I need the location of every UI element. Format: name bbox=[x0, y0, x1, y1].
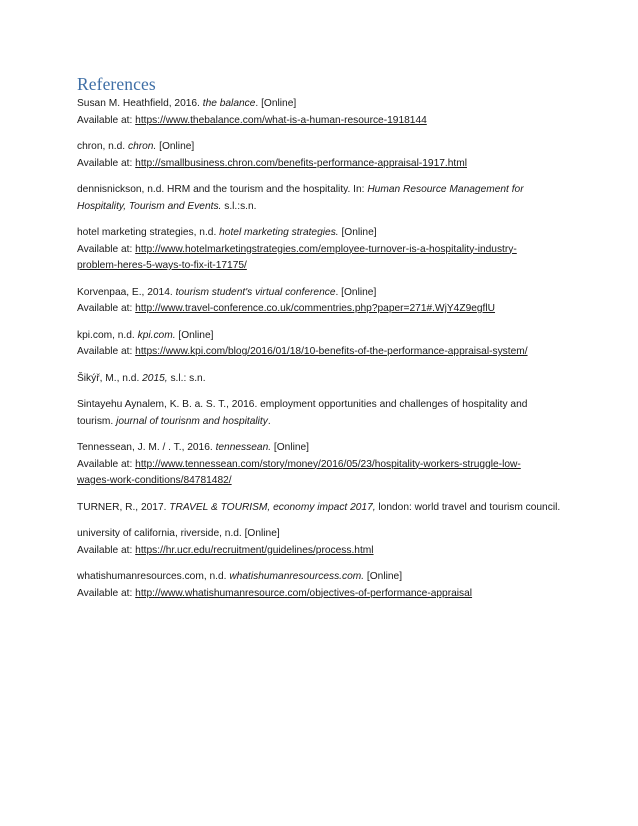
reference-entry bbox=[77, 397, 567, 430]
reference-author: TURNER, R., 2017. bbox=[77, 501, 170, 513]
reference-title-part1: Human Resource Management for bbox=[367, 184, 524, 195]
reference-link[interactable]: http://www.travel-conference.co.uk/commentries.php?paper=271#.WjY4Z9egflU bbox=[135, 303, 496, 314]
reference-title: the balance bbox=[202, 98, 256, 109]
reference-title-part2: Hospitality, Tourism and Events. bbox=[77, 200, 222, 212]
reference-link[interactable]: http://www.whatishumanresource.com/objectives-of-performance-appraisal bbox=[135, 587, 473, 599]
available-at-label: Available at: bbox=[77, 346, 136, 357]
reference-details: s.l.:s.n. bbox=[221, 200, 257, 212]
reference-author: Šikýř, M., n.d. bbox=[77, 372, 143, 384]
reference-author: tourism. bbox=[77, 415, 117, 427]
reference-link[interactable]: https://www.kpi.com/blog/2016/01/18/10-benefits-of-the-performance-appraisal-system/ bbox=[135, 346, 528, 357]
reference-title: chron. bbox=[127, 141, 157, 152]
reference-author: whatishumanresources.com, n.d. bbox=[77, 571, 230, 582]
available-at-label: Available at: bbox=[77, 243, 136, 255]
reference-link[interactable]: https://www.thebalance.com/what-is-a-human-resource-1918144 bbox=[135, 114, 427, 126]
reference-author: Korvenpaa, E., 2014. bbox=[77, 286, 176, 298]
reference-link-part1[interactable]: http://www.hotelmarketingstrategies.com/employee-turnover-is-a-hospitality-industry- bbox=[135, 243, 517, 255]
available-at-label: Available at: bbox=[77, 458, 136, 470]
reference-details: london: world travel and tourism council. bbox=[375, 501, 561, 513]
reference-entry bbox=[77, 500, 567, 517]
reference-details: s.l.: s.n. bbox=[167, 372, 206, 384]
available-at-label: Available at: bbox=[77, 157, 136, 169]
available-at-label: Available at: bbox=[77, 544, 136, 556]
reference-title: TRAVEL & TOURISM, economy impact 2017, bbox=[169, 501, 376, 513]
available-at-label: Available at: bbox=[77, 303, 136, 314]
reference-title: tennessean. bbox=[215, 442, 272, 453]
reference-entry bbox=[77, 440, 567, 490]
reference-title: hotel marketing strategies. bbox=[219, 227, 339, 238]
reference-author: Susan M. Heathfield, 2016. bbox=[77, 98, 203, 109]
reference-details: . bbox=[267, 415, 271, 427]
reference-entry bbox=[77, 371, 567, 388]
reference-entry bbox=[77, 182, 567, 215]
reference-entry bbox=[77, 285, 567, 318]
reference-details: . [Online] bbox=[255, 98, 297, 109]
available-at-label: Available at: bbox=[77, 114, 136, 126]
reference-details: [Online] bbox=[338, 227, 377, 238]
references-heading: References bbox=[77, 74, 156, 94]
reference-details: [Online] bbox=[175, 329, 214, 341]
reference-details: [Online] bbox=[364, 571, 403, 582]
reference-entry bbox=[77, 569, 567, 602]
reference-entry bbox=[77, 139, 567, 172]
reference-entry bbox=[77, 328, 567, 361]
reference-details: [Online] bbox=[156, 141, 195, 152]
reference-title: kpi.com. bbox=[137, 329, 176, 341]
reference-details: . [Online] bbox=[335, 286, 377, 298]
available-at-label: Available at: bbox=[77, 587, 136, 599]
reference-entry bbox=[77, 526, 567, 559]
reference-link[interactable]: https://hr.ucr.edu/recruitment/guidelines/process.html bbox=[135, 544, 374, 556]
reference-details: [Online] bbox=[271, 442, 310, 453]
reference-author: hotel marketing strategies, n.d. bbox=[77, 227, 220, 238]
reference-author: dennisnickson, n.d. HRM and the tourism and the hospitality. In: bbox=[77, 184, 368, 195]
reference-title: tourism student's virtual conference bbox=[175, 286, 336, 298]
reference-author-line: Sintayehu Aynalem, K. B. a. S. T., 2016. employment opportunities and challenges of hospitality and bbox=[77, 399, 528, 410]
reference-entry bbox=[77, 96, 567, 129]
reference-title: whatishumanresourcess.com. bbox=[229, 571, 365, 582]
reference-author: university of california, riverside, n.d. [Online] bbox=[77, 528, 280, 539]
reference-title: journal of tourisnm and hospitality bbox=[116, 415, 268, 427]
reference-link-part1[interactable]: http://www.tennessean.com/story/money/2016/05/23/hospitality-workers-struggle-low- bbox=[135, 458, 521, 470]
reference-link-part2[interactable]: problem-heres-5-ways-to-fix-it-17175/ bbox=[77, 260, 247, 271]
reference-author: kpi.com, n.d. bbox=[77, 329, 138, 341]
reference-author: chron, n.d. bbox=[77, 141, 128, 152]
reference-link-part2[interactable]: wages-work-conditions/84781482/ bbox=[77, 475, 232, 486]
reference-list bbox=[77, 96, 567, 612]
reference-link[interactable]: http://smallbusiness.chron.com/benefits-performance-appraisal-1917.html bbox=[135, 157, 467, 169]
reference-entry bbox=[77, 225, 567, 275]
reference-title: 2015, bbox=[142, 372, 168, 384]
reference-author: Tennessean, J. M. / . T., 2016. bbox=[77, 442, 216, 453]
